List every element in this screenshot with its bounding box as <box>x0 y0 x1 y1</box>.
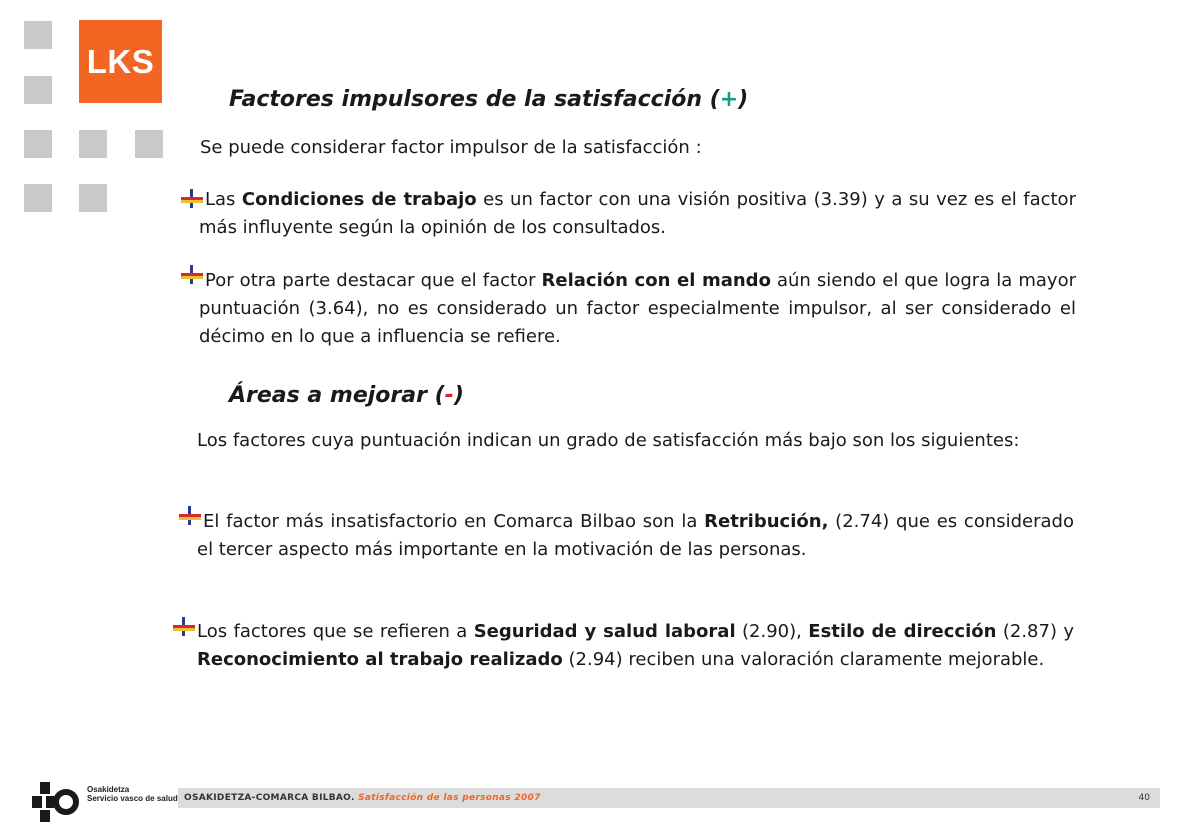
deco-square <box>24 21 52 49</box>
deco-square <box>24 76 52 104</box>
footer-subtitle: Satisfacción de las personas 2007 <box>358 793 541 803</box>
footer-bar <box>178 788 1160 808</box>
deco-square <box>79 184 107 212</box>
deco-square <box>24 184 52 212</box>
plus-symbol: + <box>719 87 739 112</box>
deco-square <box>79 130 107 158</box>
deco-square <box>24 130 52 158</box>
section1-intro: Se puede considerar factor impulsor de la satisfacción : <box>200 137 702 158</box>
osakidetza-logo-icon <box>30 780 80 830</box>
minus-symbol: - <box>444 383 454 408</box>
footer-org: OSAKIDETZA-COMARCA BILBAO. Satisfacción de las personas 2007 <box>184 793 541 803</box>
osakidetza-brand: Osakidetza Servicio vasco de salud <box>87 785 178 803</box>
lks-logo: LKS <box>79 20 162 103</box>
section1-bullet2: Por otra parte destacar que el factor Relación con el mando aún siendo el que logra la mayor puntuación (3.64), no es considerado un factor especialmente impulsor, al ser considerado el décimo en lo que a influencia se refiere. <box>199 270 1076 347</box>
section2-bullet1: El factor más insatisfactorio en Comarca Bilbao son la Retribución, (2.74) que es considerado el tercer aspecto más importante en la motivación de las personas. <box>197 511 1075 560</box>
section1-bullet1: Las Condiciones de trabajo es un factor con una visión positiva (3.39) y a su vez es el factor más influyente según la opinión de los consultados. <box>199 189 1076 238</box>
section2-bullet2: Los factores que se refieren a Seguridad y salud laboral (2.90), Estilo de dirección (2.87) y Reconocimiento al trabajo realizado (2.94) reciben una valoración claramente mejorable. <box>197 621 1075 670</box>
section1-title: Factores impulsores de la satisfacción (+) <box>229 87 749 112</box>
deco-square <box>135 130 163 158</box>
section2-title: Áreas a mejorar (-) <box>229 383 464 408</box>
bullet-icon <box>172 616 196 638</box>
section2-intro: Los factores cuya puntuación indican un grado de satisfacción más bajo son los siguientes: <box>197 430 1020 451</box>
page-number: 40 <box>1138 793 1150 803</box>
